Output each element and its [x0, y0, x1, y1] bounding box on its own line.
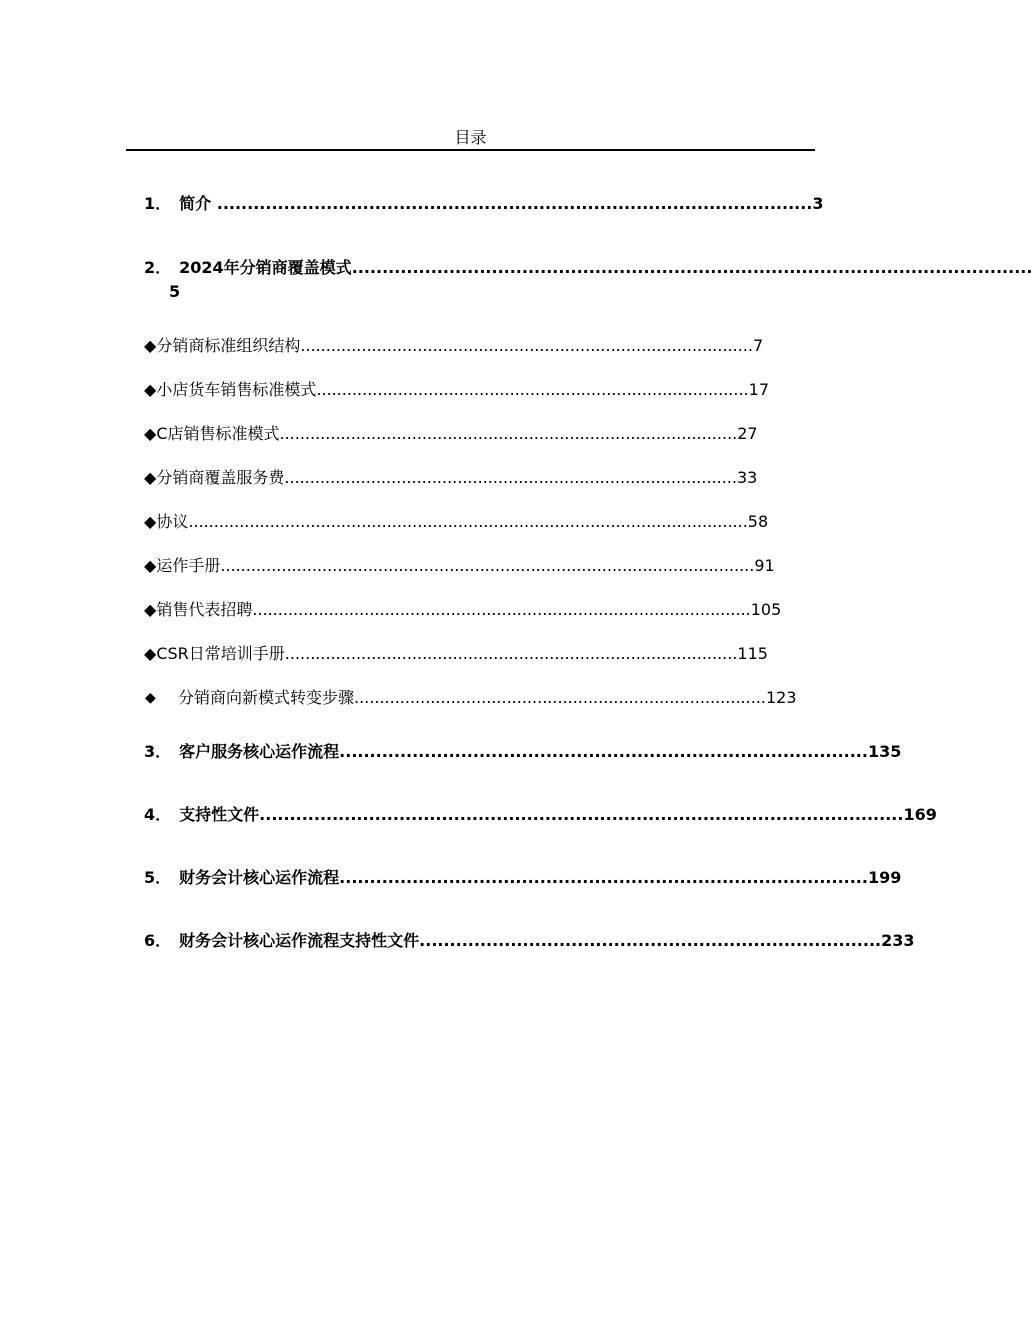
toc-subentry-page: 58 [747, 512, 769, 531]
toc-subentry-page: 123 [765, 688, 797, 707]
diamond-bullet-icon: ◆ [145, 690, 156, 706]
toc-entry-title: 客户服务核心运作流程 [179, 742, 340, 761]
toc-entry-number: 5． [144, 868, 172, 887]
toc-leader-dots: .......................................................................................................... [259, 805, 904, 824]
toc-leader-dots: ......................................................................................................... [220, 556, 755, 575]
toc-subentry-page: 105 [750, 600, 782, 619]
toc-subentry-title: 分销商标准组织结构 [156, 336, 301, 355]
diamond-bullet-icon: ◆ [144, 512, 157, 531]
toc-subentry-3[interactable] [144, 424, 758, 444]
toc-entry-title: 2024年分销商覆盖模式 [179, 258, 352, 277]
toc-subentry-title: 分销商向新模式转变步骤 [178, 688, 355, 707]
toc-subentry-page: 7 [752, 336, 764, 355]
toc-leader-dots: ............................................................................ [419, 931, 882, 950]
diamond-bullet-icon: ◆ [144, 424, 157, 443]
toc-subentry-page: 115 [737, 644, 768, 663]
toc-entry-page: 135 [867, 742, 902, 761]
toc-leader-dots: .................................................................................................. [216, 194, 813, 213]
toc-entry-title: 财务会计核心运作流程支持性文件 [179, 931, 420, 950]
toc-subentry-page: 17 [748, 380, 769, 399]
toc-subentry-1[interactable] [144, 336, 764, 356]
diamond-bullet-icon: ◆ [144, 380, 157, 399]
toc-entry-number: 3． [144, 742, 172, 761]
toc-entry-4[interactable] [144, 805, 937, 825]
toc-subentry-9[interactable] [178, 688, 797, 708]
toc-subentry-7[interactable] [144, 600, 782, 620]
toc-leader-dots: ..................................................................................... [316, 380, 749, 399]
toc-leader-dots: ......................................................................................... [284, 468, 737, 487]
toc-subentry-title: 协议 [156, 512, 189, 531]
diamond-bullet-icon: ◆ [144, 336, 157, 355]
toc-leader-dots: .......................................................................................... [279, 424, 738, 443]
toc-entry-3[interactable] [144, 742, 902, 762]
toc-subentry-page: 27 [737, 424, 758, 443]
toc-entry-title: 简介 [179, 194, 212, 213]
toc-entry-number: 2． [144, 258, 172, 277]
toc-entry-page[interactable]: 5 [169, 282, 181, 301]
toc-subentry-title: 小店货车销售标准模式 [156, 380, 317, 399]
toc-subentry-title: 分销商覆盖服务费 [156, 468, 285, 487]
toc-entry-1[interactable] [144, 194, 824, 214]
toc-entry-2[interactable] [144, 258, 1032, 278]
toc-entry-page: 199 [867, 868, 902, 887]
diamond-bullet-icon: ◆ [144, 644, 157, 663]
toc-entry-number: 6． [144, 931, 172, 950]
toc-leader-dots: ....................................................................................... [339, 742, 868, 761]
toc-subentry-2[interactable] [144, 380, 769, 400]
toc-heading: 目录 [454, 128, 487, 147]
diamond-bullet-icon: ◆ [144, 468, 157, 487]
toc-entry-number: 4． [144, 805, 172, 824]
toc-entry-page: 3 [812, 194, 824, 213]
toc-entry-page: 169 [903, 805, 937, 824]
toc-subentry-title: 销售代表招聘 [156, 600, 253, 619]
toc-subentry-title: 运作手册 [156, 556, 221, 575]
toc-subentry-page: 91 [754, 556, 775, 575]
toc-entry-title: 支持性文件 [179, 805, 260, 824]
toc-entry-5[interactable] [144, 868, 902, 888]
toc-leader-dots: ................................................................................................................ [351, 258, 1032, 277]
toc-leader-dots: ................................................................................. [354, 688, 766, 707]
toc-subentry-page: 33 [736, 468, 758, 487]
toc-leader-dots: ....................................................................................... [339, 868, 868, 887]
toc-subentry-4[interactable] [144, 468, 758, 488]
toc-leader-dots: ......................................................................................... [300, 336, 753, 355]
toc-entry-title: 财务会计核心运作流程 [179, 868, 340, 887]
toc-entry-number: 1． [144, 194, 172, 213]
toc-subentry-5[interactable] [144, 512, 769, 532]
toc-subentry-title: CSR日常培训手册 [156, 644, 285, 663]
toc-leader-dots: .................................................................................................. [252, 600, 751, 619]
toc-leader-dots: ......................................................................................... [284, 644, 738, 663]
diamond-bullet-icon: ◆ [144, 556, 157, 575]
toc-subentry-title: C店销售标准模式 [156, 424, 280, 443]
toc-entry-6[interactable] [144, 931, 915, 951]
header-divider [126, 149, 815, 151]
toc-entry-page: 233 [881, 931, 915, 950]
toc-subentry-6[interactable] [144, 556, 775, 576]
diamond-bullet-icon: ◆ [144, 600, 157, 619]
toc-leader-dots: .............................................................................................................. [188, 512, 748, 531]
toc-subentry-8[interactable] [144, 644, 768, 664]
